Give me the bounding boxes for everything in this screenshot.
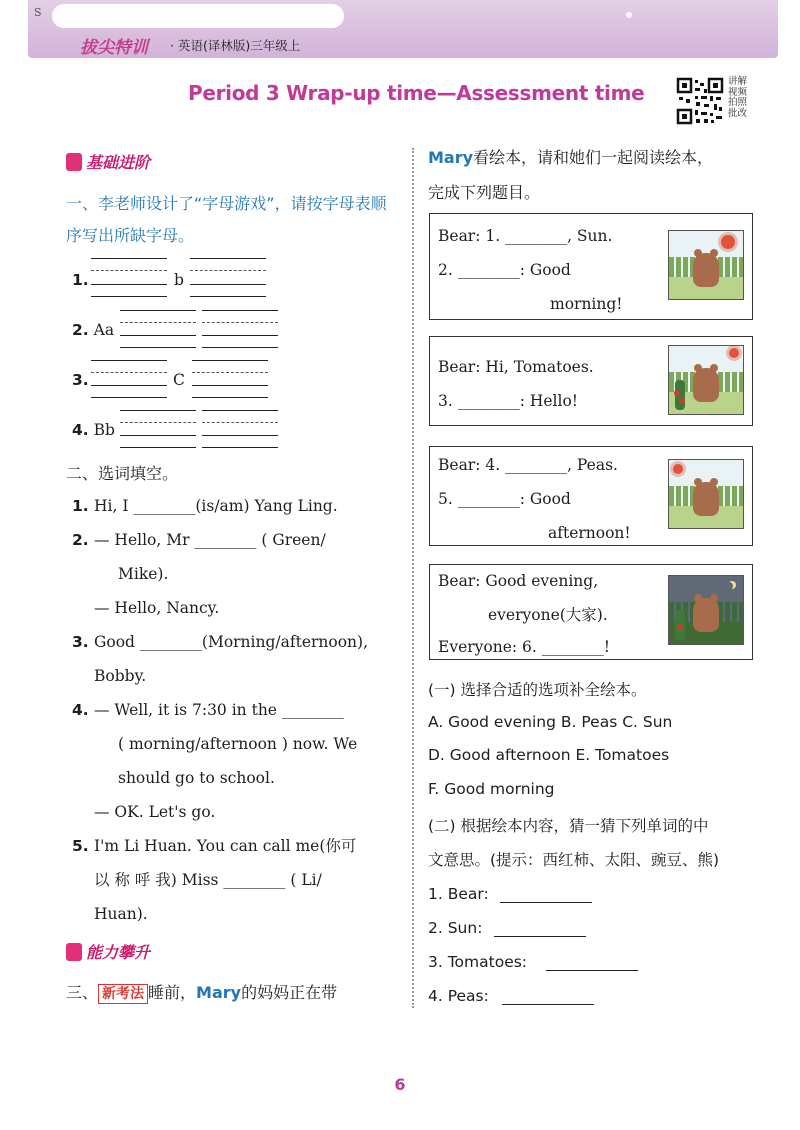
- q3-prefix: 三、: [66, 983, 99, 1002]
- writing-line[interactable]: [91, 385, 167, 386]
- writing-line[interactable]: [202, 347, 278, 348]
- bear-tomatoes-illustration: [668, 345, 744, 415]
- panel-1-line3: morning!: [550, 295, 623, 313]
- q1-row-1: [72, 270, 89, 290]
- q2-3-num: 3.: [72, 633, 89, 651]
- q3-text-a: 睡前，: [148, 983, 197, 1002]
- column-divider: [412, 148, 414, 1008]
- q2-item-4-line4: — OK. Let's go.: [94, 803, 216, 821]
- q3-continued-line2: 完成下列题目。: [428, 183, 541, 202]
- picture-panel-3: [429, 446, 753, 546]
- writing-line[interactable]: [91, 360, 167, 361]
- q1-row-4: [72, 420, 115, 440]
- q2-item-3-line2: Bobby.: [94, 667, 147, 685]
- answer-line[interactable]: [546, 970, 638, 971]
- writing-line[interactable]: [91, 258, 167, 259]
- option-line-2: D. Good afternoon E. Tomatoes: [428, 746, 670, 764]
- bear-icon: [693, 598, 719, 632]
- panel-4-line2: everyone(大家).: [488, 606, 608, 624]
- section-heading-advance-text: 能力攀升: [86, 943, 151, 962]
- part2-item-bear: 1. Bear:: [428, 885, 489, 903]
- header-dot: [626, 12, 632, 18]
- writing-line[interactable]: [202, 310, 278, 311]
- panel-2-line1: Bear: Hi, Tomatoes.: [438, 358, 594, 376]
- option-line-1: A. Good evening B. Peas C. Sun: [428, 713, 673, 731]
- part2-item-sun: 2. Sun:: [428, 919, 483, 937]
- q2-item-1-label: [72, 496, 89, 516]
- q2-item-2-label: [72, 530, 89, 550]
- writing-line[interactable]: [190, 284, 266, 285]
- q2-item-4-line2: ( morning/afternoon ) now. We: [118, 735, 358, 753]
- answer-line[interactable]: [500, 902, 592, 903]
- panel-1-line1[interactable]: Bear: 1. ________, Sun.: [438, 227, 613, 245]
- part2-heading-1: (二) 根据绘本内容，猜一猜下列单词的中: [428, 817, 709, 835]
- q3-name: Mary: [196, 983, 242, 1002]
- picture-panel-1: [429, 213, 753, 320]
- writing-guide: [192, 372, 268, 373]
- section-heading-advance: [66, 940, 150, 968]
- q2-2-num: 2.: [72, 531, 89, 549]
- q3-cont-name: Mary: [428, 148, 474, 167]
- writing-guide: [120, 422, 196, 423]
- writing-guide: [91, 270, 167, 271]
- writing-line[interactable]: [91, 397, 167, 398]
- part2-heading-2: 文意思。(提示：西红柿、太阳、豌豆、熊): [428, 851, 720, 869]
- q3-heading: [66, 980, 337, 1004]
- part2-item-peas: 4. Peas:: [428, 987, 489, 1005]
- panel-3-line2[interactable]: 5. ________: Good: [438, 490, 571, 508]
- section-heading-basic: [66, 150, 150, 178]
- writing-line[interactable]: [120, 447, 196, 448]
- q1-row-3-label: 3.: [72, 371, 89, 389]
- answer-line[interactable]: [502, 1004, 594, 1005]
- panel-3-line1[interactable]: Bear: 4. ________, Peas.: [438, 456, 618, 474]
- q2-item-2-line2: Mike).: [118, 565, 169, 583]
- header-search-pill: [52, 4, 344, 28]
- q2-1-num: 1.: [72, 497, 89, 515]
- writing-guide: [120, 322, 196, 323]
- q2-item-5-line1: I'm Li Huan. You can call me(你可: [94, 837, 357, 855]
- writing-line[interactable]: [202, 335, 278, 336]
- writing-guide: [202, 422, 278, 423]
- q2-item-2-line3: — Hello, Nancy.: [94, 599, 220, 617]
- picture-panel-4: [429, 564, 753, 660]
- bear-icon: [693, 482, 719, 516]
- q1-row-3: [72, 370, 89, 390]
- qr-code-icon[interactable]: [676, 77, 724, 125]
- bear-night-illustration: [668, 575, 744, 645]
- panel-4-line1: Bear: Good evening,: [438, 572, 599, 590]
- writing-guide: [190, 270, 266, 271]
- q1-row-1-label: 1.: [72, 271, 89, 289]
- book-subtitle: · 英语(译林版)三年级上: [170, 38, 301, 53]
- panel-3-line3: afternoon!: [548, 524, 631, 542]
- q1-row-2-label: 2.: [72, 321, 89, 339]
- q1-row-4-given: Bb: [93, 421, 115, 439]
- q2-4-num: 4.: [72, 701, 89, 719]
- writing-line[interactable]: [190, 258, 266, 259]
- q2-item-5-line3: Huan).: [94, 905, 148, 923]
- writing-line[interactable]: [190, 296, 266, 297]
- q1-row-2-given: Aa: [93, 321, 115, 339]
- q3-text-b: 的妈妈正在带: [241, 983, 338, 1002]
- writing-line[interactable]: [91, 284, 167, 285]
- writing-line[interactable]: [120, 410, 196, 411]
- section-heading-basic-text: 基础进阶: [86, 153, 151, 172]
- bear-sun-illustration: [668, 230, 744, 300]
- writing-line[interactable]: [192, 360, 268, 361]
- moon-icon: [725, 582, 733, 590]
- writing-line[interactable]: [192, 397, 268, 398]
- brand-logo: 拔尖特训: [80, 38, 148, 58]
- writing-line[interactable]: [202, 410, 278, 411]
- bear-icon: [693, 368, 719, 402]
- q1-row-3-given: C: [173, 371, 185, 389]
- q2-item-5-label: [72, 836, 89, 856]
- writing-line[interactable]: [120, 347, 196, 348]
- writing-line[interactable]: [192, 385, 268, 386]
- part1-heading: (一) 选择合适的选项补全绘本。: [428, 681, 647, 699]
- writing-line[interactable]: [120, 310, 196, 311]
- q2-heading: 二、选词填空。: [66, 464, 179, 483]
- q2-item-4-label: [72, 700, 89, 720]
- writing-line[interactable]: [91, 296, 167, 297]
- q3-cont-text: 看绘本，请和她们一起阅读绘本，: [473, 148, 714, 167]
- q1-row-1-given: b: [174, 271, 184, 289]
- writing-line[interactable]: [202, 435, 278, 436]
- answer-line[interactable]: [494, 936, 586, 937]
- q1-row-2: [72, 320, 114, 340]
- q2-item-2-line1[interactable]: — Hello, Mr ________ ( Green/: [94, 531, 326, 549]
- q2-item-4-line1[interactable]: — Well, it is 7:30 in the ________: [94, 701, 344, 719]
- writing-guide: [202, 322, 278, 323]
- q2-item-4-line3: should go to school.: [118, 769, 275, 787]
- pen-icon: [66, 153, 82, 171]
- q2-item-3-line1[interactable]: Good ________(Morning/afternoon),: [94, 633, 369, 651]
- writing-line[interactable]: [120, 335, 196, 336]
- page-title: Period 3 Wrap-up time—Assessment time: [188, 81, 645, 105]
- q2-item-3-label: [72, 632, 89, 652]
- bear-icon: [693, 253, 719, 287]
- writing-line[interactable]: [202, 447, 278, 448]
- q2-5-num: 5.: [72, 837, 89, 855]
- bear-peas-illustration: [668, 459, 744, 529]
- writing-guide: [91, 372, 167, 373]
- rocket-icon: [66, 943, 82, 961]
- panel-2-line2[interactable]: 3. ________: Hello!: [438, 392, 579, 410]
- part2-item-tomatoes: 3. Tomatoes:: [428, 953, 528, 971]
- q3-continued: [428, 145, 713, 168]
- q2-item-5-line2[interactable]: 以 称 呼 我) Miss ________ ( Li/: [94, 871, 322, 889]
- header-mark: S: [34, 6, 42, 19]
- q2-item-1-text[interactable]: Hi, I ________(is/am) Yang Ling.: [94, 497, 338, 515]
- new-exam-tag: 新考法: [98, 984, 148, 1004]
- q1-row-4-label: 4.: [72, 421, 89, 439]
- picture-panel-2: [429, 336, 753, 426]
- panel-4-line3[interactable]: Everyone: 6. ________!: [438, 638, 610, 656]
- writing-line[interactable]: [120, 435, 196, 436]
- option-line-3: F. Good morning: [428, 780, 555, 798]
- q1-heading: 一、李老师设计了“字母游戏”，请按字母表顺序写出所缺字母。: [66, 194, 387, 245]
- qr-caption: 讲解视频 拍照批改: [728, 76, 748, 119]
- panel-1-line2[interactable]: 2. ________: Good: [438, 261, 571, 279]
- page-number: 6: [394, 1075, 406, 1094]
